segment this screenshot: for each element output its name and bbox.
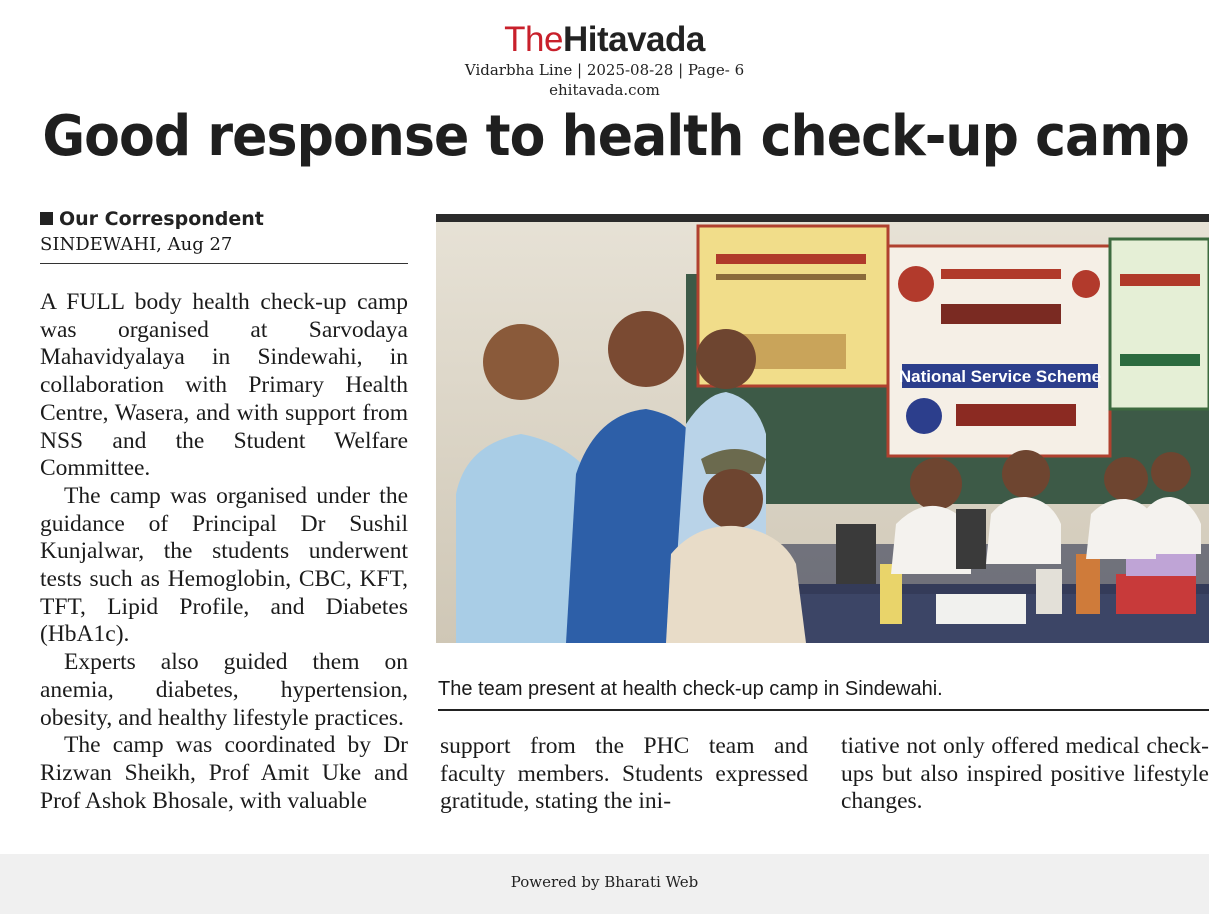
powered-by-link[interactable]: Powered by Bharati Web	[510, 873, 699, 891]
paragraph-3: Experts also guided them on anemia, diabetes, hypertension, obesity, and healthy lifestyle practices.	[40, 649, 408, 731]
article-column-3	[841, 733, 1209, 816]
column-2-text: support from the PHC team and faculty members. Students expressed gratitude, stating the ini-	[440, 733, 808, 815]
paragraph-4: The camp was coordinated by Dr Rizwan Sheikh, Prof Amit Uke and Prof Ashok Bhosale, with valuable	[40, 732, 408, 814]
author-line	[40, 208, 408, 230]
logo-prefix: The	[504, 20, 563, 59]
paragraph-2: The camp was organised under the guidance of Principal Dr Sushil Kunjalwar, the students underwent tests such as Hemoglobin, CBC, KFT, TFT, Lipid Profile, and Diabetes (HbA1c).	[40, 482, 408, 648]
column-3-text: tiative not only offered medical check-ups but also inspired positive lifestyle changes.	[841, 733, 1209, 815]
photo-caption: The team present at health check-up camp in Sindewahi.	[438, 678, 1209, 711]
paragraph-1: A FULL body health check-up camp was organised at Sarvodaya Mahavidyalaya in Sindewahi, in collaboration with Primary Health Centre, Wasera, and with support from NSS and the Student Welfare Committee.	[40, 289, 408, 482]
newspaper-logo[interactable]	[0, 20, 1209, 60]
health-camp-photo-illustration	[436, 214, 1209, 643]
author-name: Our Correspondent	[59, 208, 264, 230]
square-bullet-icon	[40, 212, 53, 225]
article-photo[interactable]	[436, 214, 1209, 643]
masthead	[0, 20, 1209, 100]
article-headline: Good response to health check-up camp	[42, 104, 1189, 169]
article-column-1	[40, 289, 408, 815]
website-link[interactable]: ehitavada.com	[549, 81, 660, 99]
dateline: SINDEWAHI, Aug 27	[40, 234, 233, 255]
edition-line: Vidarbha Line | 2025-08-28 | Page- 6	[464, 61, 745, 79]
article-column-2	[440, 733, 808, 816]
photo-banner-text: National Service Scheme	[898, 367, 1102, 386]
byline-divider	[40, 263, 408, 264]
byline	[40, 208, 408, 264]
page-footer	[0, 854, 1209, 914]
logo-name: Hitavada	[562, 20, 705, 59]
